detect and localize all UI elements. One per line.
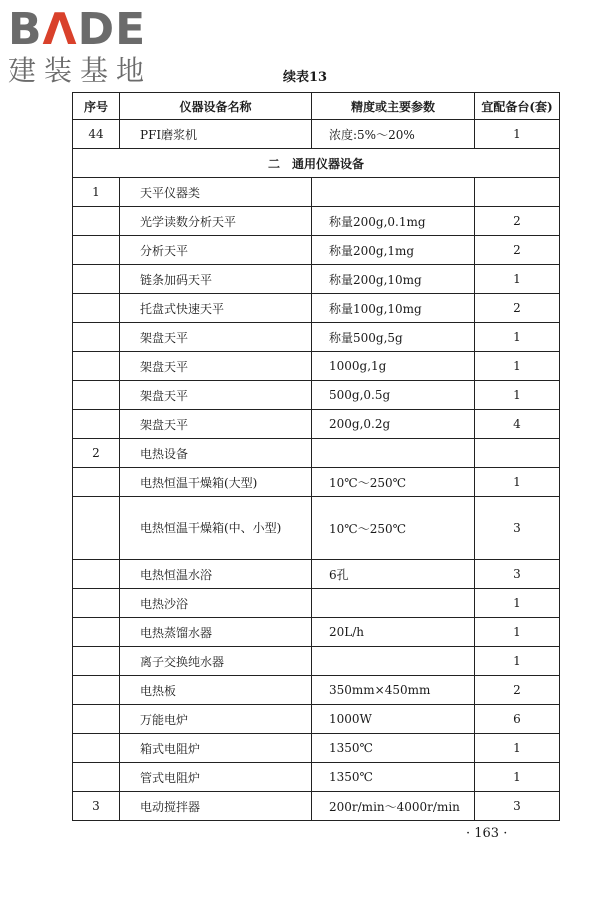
cell-name: 电热恒温干燥箱(中、小型)	[120, 497, 312, 560]
cell-name: 架盘天平	[120, 410, 312, 439]
cell-no: 44	[73, 120, 120, 149]
cell-no	[73, 236, 120, 265]
cell-no	[73, 294, 120, 323]
cell-no	[73, 207, 120, 236]
table-row	[73, 792, 560, 821]
header-param: 精度或主要参数	[312, 93, 475, 120]
section-title: 二 通用仪器设备	[73, 149, 560, 178]
cell-param: 10℃～250℃	[312, 468, 475, 497]
cell-no: 3	[73, 792, 120, 821]
cell-qty: 2	[475, 294, 560, 323]
cell-no	[73, 676, 120, 705]
cell-param	[312, 589, 475, 618]
cell-qty: 1	[475, 468, 560, 497]
cell-no	[73, 618, 120, 647]
table-row	[73, 734, 560, 763]
cell-name: 电热蒸馏水器	[120, 618, 312, 647]
cell-qty: 3	[475, 497, 560, 560]
cell-name: 电热恒温干燥箱(大型)	[120, 468, 312, 497]
cell-name: PFI磨浆机	[120, 120, 312, 149]
cell-param: 500g,0.5g	[312, 381, 475, 410]
cell-qty: 1	[475, 647, 560, 676]
table-row	[73, 589, 560, 618]
table-row	[73, 265, 560, 294]
cell-name: 离子交换纯水器	[120, 647, 312, 676]
cell-qty: 4	[475, 410, 560, 439]
cell-name: 架盘天平	[120, 352, 312, 381]
cell-qty: 1	[475, 618, 560, 647]
table-row	[73, 410, 560, 439]
cell-qty: 1	[475, 763, 560, 792]
cell-param: 10℃～250℃	[312, 497, 475, 560]
section-row	[73, 149, 560, 178]
cell-name: 链条加码天平	[120, 265, 312, 294]
cell-no	[73, 352, 120, 381]
cell-param: 称量500g,5g	[312, 323, 475, 352]
table-row	[73, 763, 560, 792]
cell-name: 箱式电阻炉	[120, 734, 312, 763]
cell-name: 电热恒温水浴	[120, 560, 312, 589]
cell-no	[73, 763, 120, 792]
cell-qty	[475, 439, 560, 468]
logo	[8, 6, 183, 88]
cell-qty	[475, 178, 560, 207]
cell-param: 350mm×450mm	[312, 676, 475, 705]
cell-param: 称量200g,1mg	[312, 236, 475, 265]
cell-name: 架盘天平	[120, 323, 312, 352]
cell-qty: 1	[475, 352, 560, 381]
table-row	[73, 120, 560, 149]
cell-qty: 3	[475, 792, 560, 821]
cell-no	[73, 734, 120, 763]
cell-no	[73, 323, 120, 352]
cell-param: 浓度:5%～20%	[312, 120, 475, 149]
cell-param: 200g,0.2g	[312, 410, 475, 439]
cell-name: 电热设备	[120, 439, 312, 468]
cell-name: 万能电炉	[120, 705, 312, 734]
cell-no	[73, 265, 120, 294]
table-header-row	[73, 93, 560, 120]
equipment-table	[72, 92, 560, 821]
cell-name: 电热板	[120, 676, 312, 705]
page-number: · 163 ·	[466, 826, 508, 841]
cell-name: 管式电阻炉	[120, 763, 312, 792]
cell-no	[73, 497, 120, 560]
cell-param: 1000W	[312, 705, 475, 734]
group-row	[73, 178, 560, 207]
header-name: 仪器设备名称	[120, 93, 312, 120]
cell-name: 分析天平	[120, 236, 312, 265]
cell-no	[73, 468, 120, 497]
table-row	[73, 236, 560, 265]
cell-qty: 6	[475, 705, 560, 734]
cell-qty: 1	[475, 265, 560, 294]
table-row	[73, 497, 560, 560]
table-row	[73, 647, 560, 676]
cell-param: 6孔	[312, 560, 475, 589]
table-row	[73, 705, 560, 734]
table-row	[73, 468, 560, 497]
cell-param: 1350℃	[312, 734, 475, 763]
cell-param: 1000g,1g	[312, 352, 475, 381]
cell-name: 托盘式快速天平	[120, 294, 312, 323]
cell-name: 电热沙浴	[120, 589, 312, 618]
cell-param: 称量200g,0.1mg	[312, 207, 475, 236]
header-qty: 宜配备台(套)	[475, 93, 560, 120]
table-row	[73, 352, 560, 381]
table-row	[73, 618, 560, 647]
table-row	[73, 381, 560, 410]
table-row	[73, 294, 560, 323]
table-row	[73, 207, 560, 236]
cell-qty: 1	[475, 381, 560, 410]
table-row	[73, 560, 560, 589]
cell-qty: 2	[475, 207, 560, 236]
cell-no	[73, 705, 120, 734]
cell-no	[73, 589, 120, 618]
logo-subtitle: 建装基地	[8, 54, 153, 87]
cell-param	[312, 439, 475, 468]
table-caption: 续表13	[282, 70, 328, 85]
cell-qty: 1	[475, 120, 560, 149]
cell-param	[312, 647, 475, 676]
cell-qty: 1	[475, 589, 560, 618]
cell-name: 架盘天平	[120, 381, 312, 410]
cell-param: 200r/min～4000r/min	[312, 792, 475, 821]
cell-no	[73, 647, 120, 676]
cell-param	[312, 178, 475, 207]
cell-qty: 2	[475, 236, 560, 265]
cell-param: 20L/h	[312, 618, 475, 647]
cell-qty: 1	[475, 734, 560, 763]
cell-name: 电动搅拌器	[120, 792, 312, 821]
cell-param: 称量200g,10mg	[312, 265, 475, 294]
cell-name: 光学读数分析天平	[120, 207, 312, 236]
cell-qty: 3	[475, 560, 560, 589]
cell-no: 2	[73, 439, 120, 468]
cell-no	[73, 410, 120, 439]
header-no: 序号	[73, 93, 120, 120]
cell-no: 1	[73, 178, 120, 207]
cell-no	[73, 381, 120, 410]
table-row	[73, 676, 560, 705]
cell-name: 天平仪器类	[120, 178, 312, 207]
cell-qty: 1	[475, 323, 560, 352]
cell-qty: 2	[475, 676, 560, 705]
logo-brand: BΛDE	[8, 4, 147, 55]
cell-param: 称量100g,10mg	[312, 294, 475, 323]
table-row	[73, 323, 560, 352]
group-row	[73, 439, 560, 468]
cell-param: 1350℃	[312, 763, 475, 792]
cell-no	[73, 560, 120, 589]
